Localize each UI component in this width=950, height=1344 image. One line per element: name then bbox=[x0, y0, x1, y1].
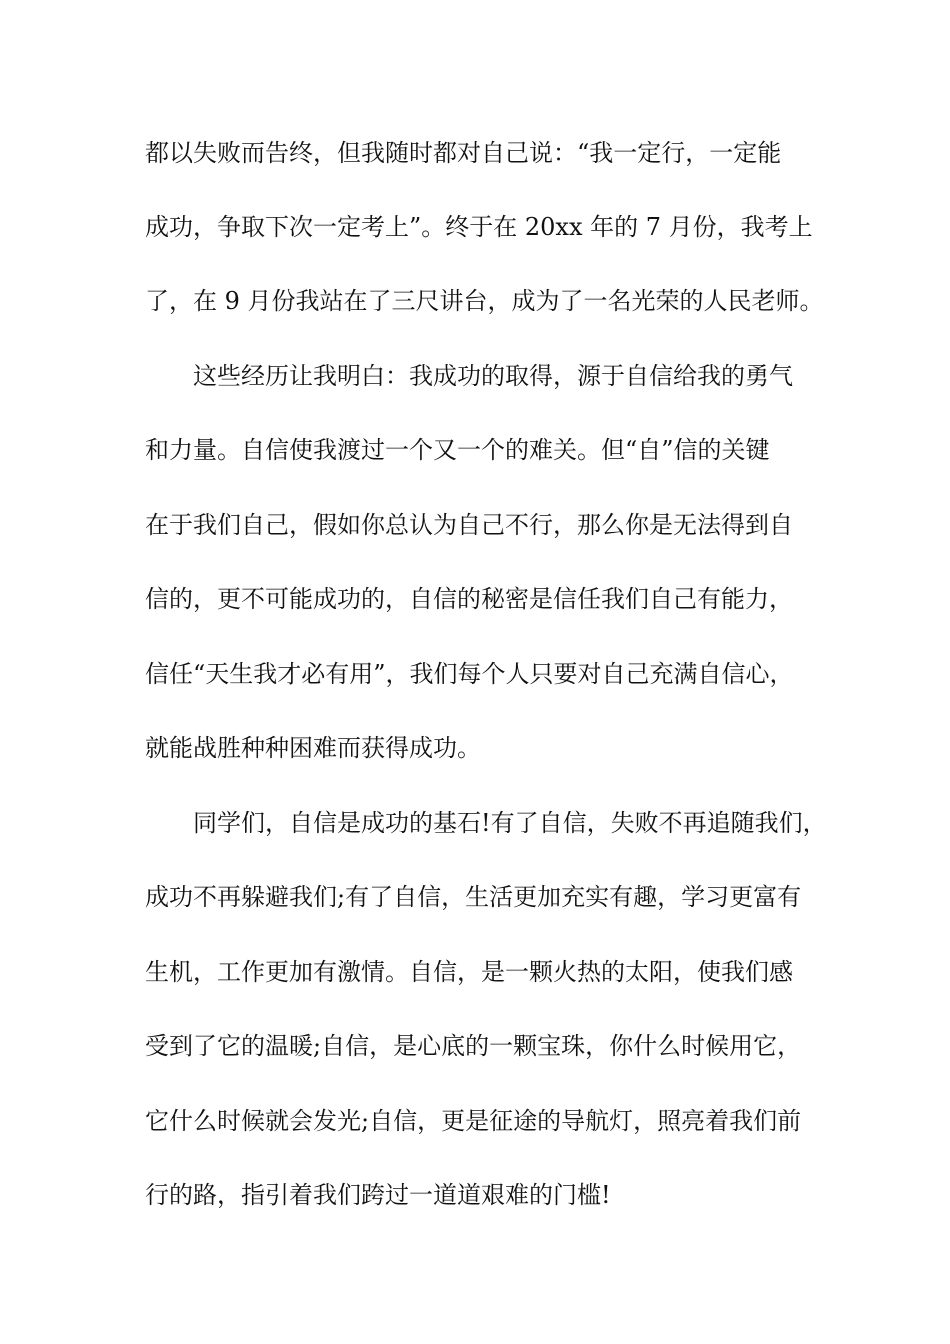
paragraph-first-line: 这些经历让我明白：我成功的取得，源于自信给我的勇气 bbox=[193, 362, 793, 390]
paragraph-first-line: 同学们，自信是成功的基石!有了自信，失败不再追随我们， bbox=[193, 809, 827, 837]
text-line: 受到了它的温暖;自信，是心底的一颗宝珠，你什么时候用它， bbox=[145, 1032, 802, 1060]
text-line: 就能战胜种种困难而获得成功。 bbox=[145, 734, 481, 762]
text-line: 信的，更不可能成功的，自信的秘密是信任我们自己有能力， bbox=[145, 585, 793, 613]
text-line: 信任“天生我才必有用”，我们每个人只要对自己充满自信心， bbox=[145, 660, 794, 688]
text-line: 和力量。自信使我渡过一个又一个的难关。但“自”信的关键 bbox=[145, 436, 770, 464]
text-line: 在于我们自己，假如你总认为自己不行，那么你是无法得到自 bbox=[145, 511, 793, 539]
text-line: 了，在 9 月份我站在了三尺讲台，成为了一名光荣的人民老师。 bbox=[145, 287, 824, 315]
text-line: 都以失败而告终，但我随时都对自己说：“我一定行，一定能 bbox=[145, 139, 782, 167]
text-line: 成功，争取下次一定考上”。终于在 20xx 年的 7 月份，我考上 bbox=[145, 213, 813, 241]
text-line: 生机，工作更加有激情。自信，是一颗火热的太阳，使我们感 bbox=[145, 958, 793, 986]
text-line: 它什么时候就会发光;自信，更是征途的导航灯，照亮着我们前 bbox=[145, 1107, 802, 1135]
text-line: 成功不再躲避我们;有了自信，生活更加充实有趣，学习更富有 bbox=[145, 883, 802, 911]
text-line: 行的路，指引着我们跨过一道道艰难的门槛! bbox=[145, 1181, 611, 1209]
